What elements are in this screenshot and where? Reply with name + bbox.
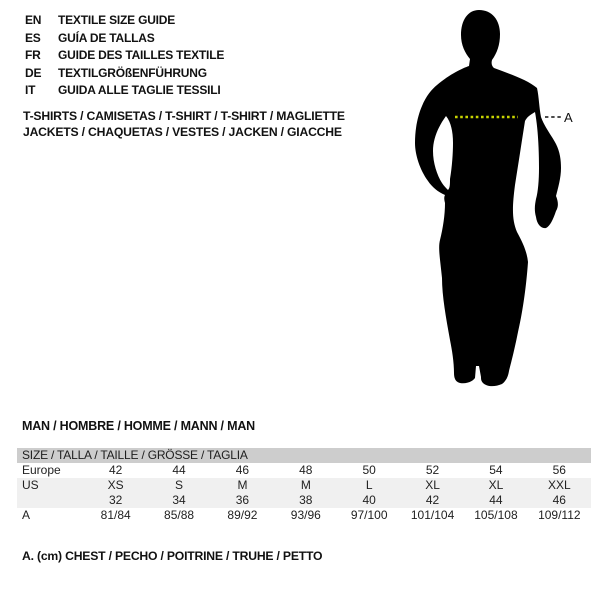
row-label: A [22,508,31,522]
man-silhouette [415,10,561,386]
lang-code: ES [25,30,41,45]
size-cell: 42 [109,463,123,477]
measure-label-a: A [564,110,573,125]
size-cell: 32 [109,493,123,507]
size-cell: 50 [362,463,376,477]
size-cell: 54 [489,463,503,477]
size-cell: 34 [172,493,186,507]
legend-line-es [25,30,224,48]
row-label: US [22,478,39,492]
size-cell: L [365,478,373,492]
size-cell: 38 [299,493,313,507]
man-silhouette-figure [380,0,600,400]
table-row-chest-a [17,508,591,523]
lang-code: IT [25,83,36,97]
size-cell: 46 [235,463,250,477]
category-tshirts: T-SHIRTS / CAMISETAS / T-SHIRT / T-SHIRT / MAGLIETTE [23,109,345,123]
size-cell: 89/92 [227,508,258,522]
table-header-row: SIZE / TALLA / TAILLE / GRÖSSE / TAGLIA [17,448,591,463]
lang-title: GUÍA DE TALLAS [58,30,155,45]
lang-title: GUIDA ALLE TAGLIE TESSILI [58,83,221,97]
size-cell: 42 [425,493,440,507]
size-cell: XXL [547,478,571,492]
size-cell: 46 [552,493,566,507]
garment-categories [23,109,345,140]
category-jackets: JACKETS / CHAQUETAS / VESTES / JACKEN / GIACCHE [23,124,342,139]
size-cell: XL [488,478,504,492]
size-cell: 97/100 [350,508,388,522]
size-cell: 52 [425,463,440,477]
language-legend [25,12,224,100]
lang-code: FR [25,48,41,62]
size-cell: M [300,478,311,492]
row-label: Europe [22,463,61,477]
size-cell: S [175,478,184,492]
legend-line-fr [25,47,224,65]
size-cell: 40 [362,493,376,507]
lang-code: DE [25,65,42,80]
legend-line-de [25,65,224,83]
legend-line-en [25,12,224,30]
size-cell: 101/104 [410,508,455,522]
size-cell: 44 [489,493,503,507]
measurement-footnote: A. (cm) CHEST / PECHO / POITRINE / TRUHE / PETTO [22,549,323,563]
size-cell: XS [107,478,124,492]
size-cell: 93/96 [290,508,321,522]
size-cell: 105/108 [474,508,518,522]
lang-title: TEXTILGRÖßENFÜHRUNG [58,65,207,80]
section-title-man: MAN / HOMBRE / HOMME / MANN / MAN [22,419,255,433]
table-row-us-letter [17,478,591,493]
legend-line-it [25,82,224,100]
lang-title: TEXTILE SIZE GUIDE [58,13,176,27]
size-cell: 36 [235,493,250,507]
lang-title: GUIDE DES TAILLES TEXTILE [58,48,225,62]
size-cell: M [237,478,248,492]
row-label [17,493,84,508]
table-row-us-numeric [17,493,591,508]
size-table [17,448,591,523]
size-cell: 44 [172,463,186,477]
size-cell: 85/88 [164,508,195,522]
lang-code: EN [25,13,42,27]
size-cell: XL [425,478,440,492]
silhouette-svg [380,0,600,400]
size-cell: 48 [299,463,313,477]
size-cell: 109/112 [538,508,581,522]
size-cell: 81/84 [100,508,131,522]
table-row-europe [17,463,591,478]
size-cell: 56 [552,463,566,477]
